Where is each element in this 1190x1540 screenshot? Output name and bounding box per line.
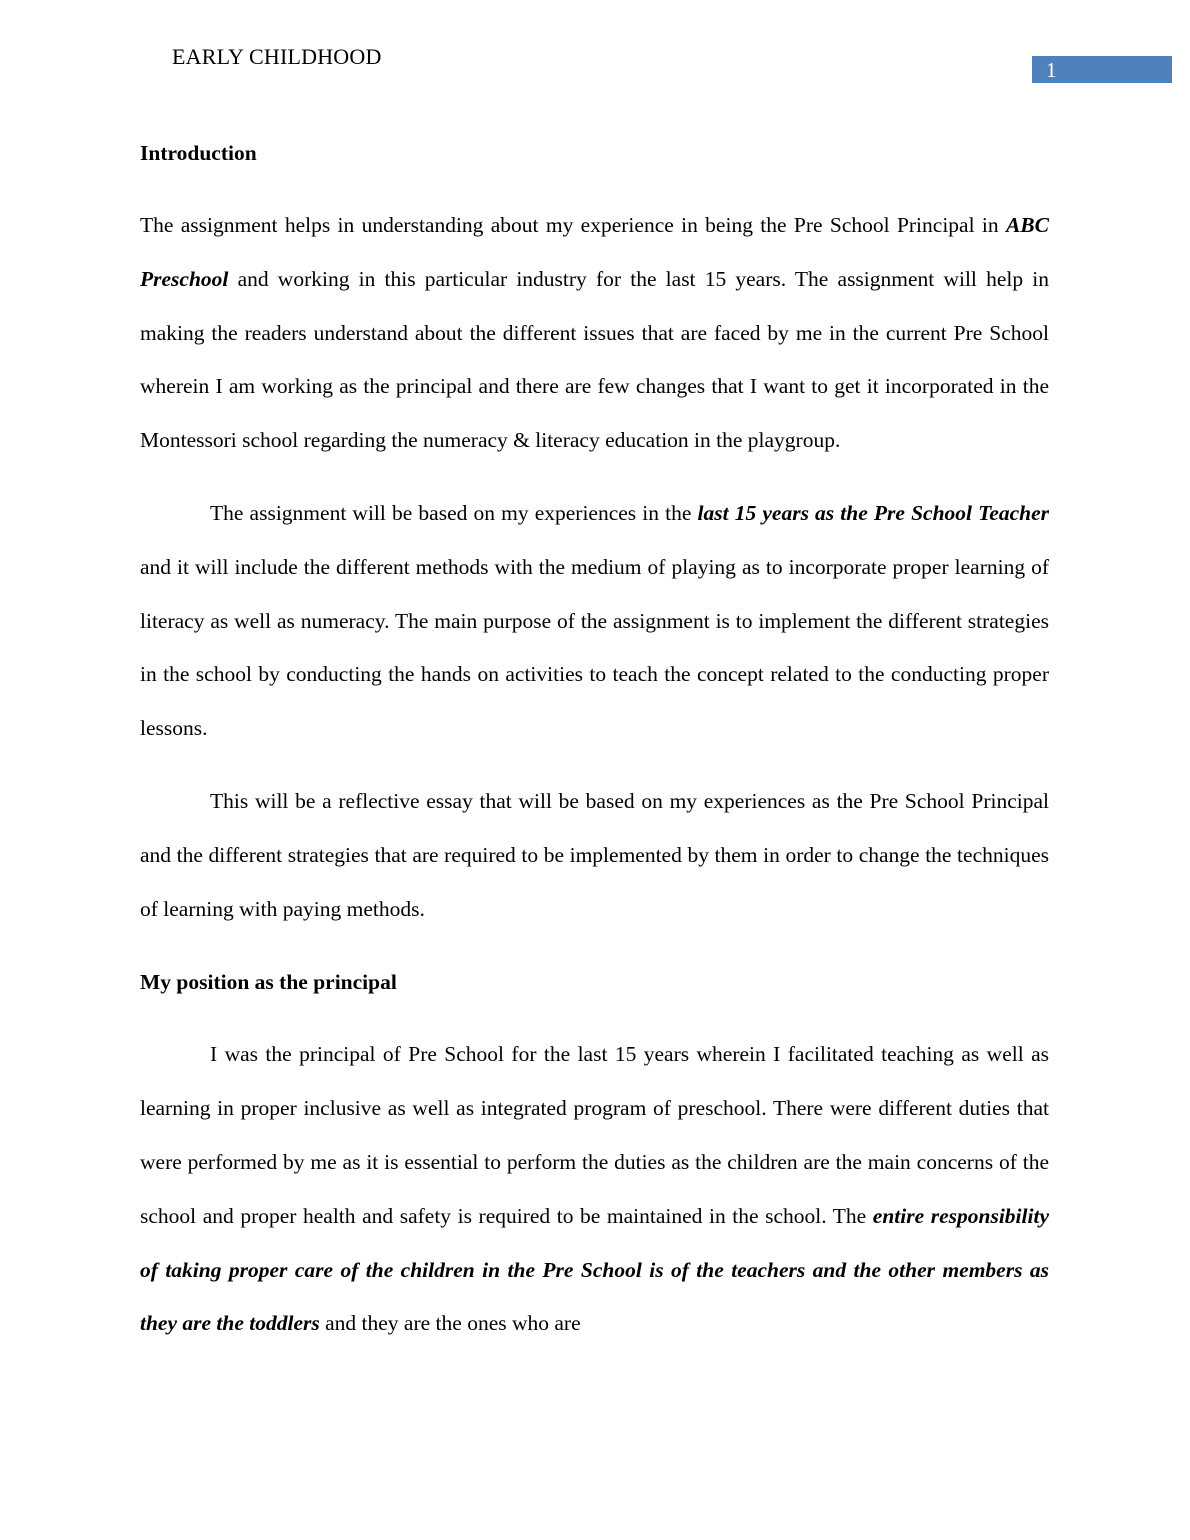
position-paragraph-1 <box>140 1028 1049 1351</box>
intro-paragraph-3 <box>140 775 1049 936</box>
text-run: The assignment will be based on my experiences in the <box>210 500 698 525</box>
text-run: This will be a reflective essay that will be based on my experiences as the Pre School Principal and the different strategies that are required to be implemented by them in order to change the techniques of learning with paying methods. <box>140 788 1049 921</box>
page-number: 1 <box>1046 58 1057 82</box>
text-run: and working in this particular industry for the last 15 years. The assignment will help in making the readers understand about the different issues that are faced by me in the current Pre School wherein I am working as the principal and there are few changes that I want to get it incorporated in the Montessori school regarding the numeracy & literacy education in the playgroup. <box>140 266 1049 453</box>
intro-paragraph-2 <box>140 487 1049 756</box>
emphasis-run: entire responsibility of taking proper care of the children in the Pre School is of the teachers and the other members as they are the toddlers <box>140 1203 1049 1336</box>
introduction-heading: Introduction <box>140 141 257 165</box>
text-run: The assignment helps in understanding about my experience in being the Pre School Principal in <box>140 213 1006 237</box>
intro-paragraph-1 <box>140 199 1049 468</box>
text-run: and it will include the different methods with the medium of playing as to incorporate proper learning of literacy as well as numeracy. The main purpose of the assignment is to implement the different strategies in the school by conducting the hands on activities to teach the concept related to the conducting proper lessons. <box>140 554 1049 741</box>
position-heading: My position as the principal <box>140 970 397 995</box>
text-run: and they are the ones who are <box>319 1311 581 1336</box>
document-body <box>140 126 1049 1370</box>
text-run: I was the principal of Pre School for the last 15 years wherein I facilitated teaching as well as learning in proper inclusive as well as integrated program of preschool. There were different duties that were performed by me as it is essential to perform the duties as the children are the main concerns of the school and proper health and safety is required to be maintained in the school. The <box>140 1042 1049 1228</box>
page-number-badge <box>1032 56 1172 83</box>
emphasis-run: last 15 years as the Pre School Teacher <box>697 500 1049 525</box>
running-head: EARLY CHILDHOOD <box>172 44 382 69</box>
emphasis-run: ABC Preschool <box>140 213 1049 291</box>
